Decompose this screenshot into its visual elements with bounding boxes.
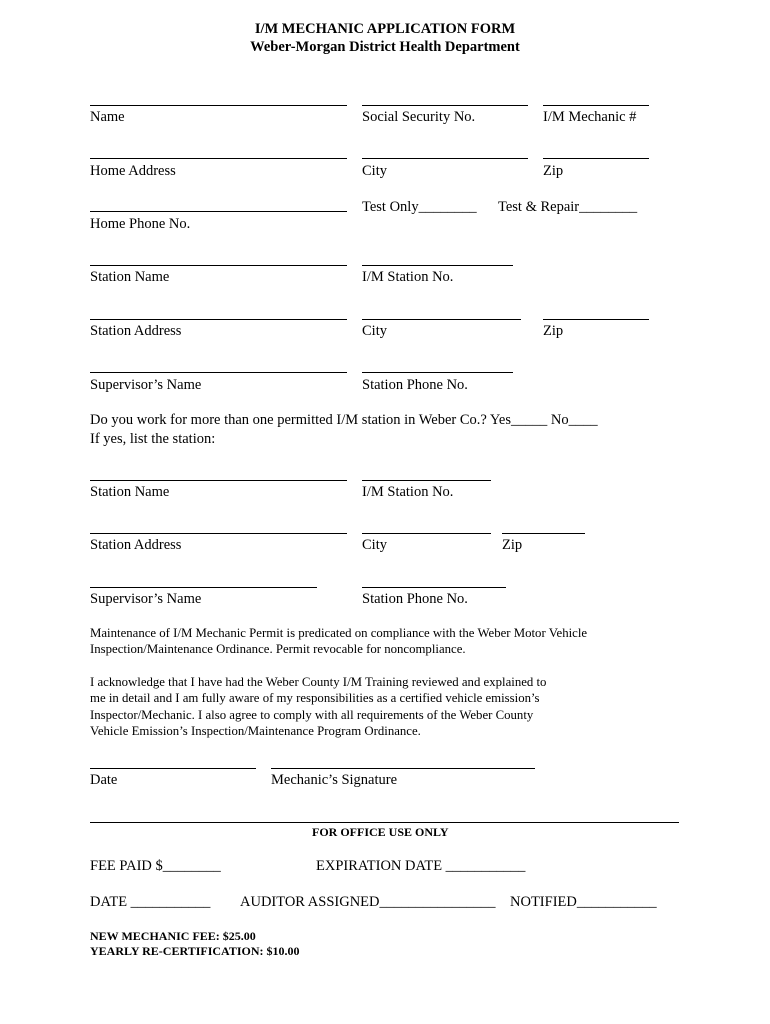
- auditor-assigned-field[interactable]: AUDITOR ASSIGNED________________: [240, 894, 496, 910]
- second-station-no-label: I/M Station No.: [362, 484, 454, 500]
- test-only-field[interactable]: Test Only________: [362, 199, 477, 215]
- station-zip-label: Zip: [543, 323, 564, 339]
- second-station-phone-label: Station Phone No.: [362, 591, 468, 607]
- station-city-label: City: [362, 323, 387, 339]
- station-address-line[interactable]: [90, 319, 347, 320]
- name-label: Name: [90, 109, 125, 125]
- mechanic-no-line[interactable]: [543, 105, 649, 106]
- second-station-address-line[interactable]: [90, 533, 347, 534]
- mechanic-no-label: I/M Mechanic #: [543, 109, 637, 125]
- station-zip-line[interactable]: [543, 319, 649, 320]
- second-station-name-label: Station Name: [90, 484, 170, 500]
- second-supervisor-line[interactable]: [90, 587, 317, 588]
- home-phone-line[interactable]: [90, 211, 347, 212]
- ssn-line[interactable]: [362, 105, 528, 106]
- station-no-label: I/M Station No.: [362, 269, 454, 285]
- station-address-label: Station Address: [90, 323, 182, 339]
- second-station-address-label: Station Address: [90, 537, 182, 553]
- maintenance-paragraph: [90, 625, 587, 658]
- home-address-line[interactable]: [90, 158, 347, 159]
- supervisor-line[interactable]: [90, 372, 347, 373]
- station-name-label: Station Name: [90, 269, 170, 285]
- station-city-line[interactable]: [362, 319, 521, 320]
- home-city-line[interactable]: [362, 158, 528, 159]
- ssn-label: Social Security No.: [362, 109, 476, 125]
- new-mechanic-fee: NEW MECHANIC FEE: $25.00: [90, 929, 256, 943]
- second-station-zip-line[interactable]: [502, 533, 585, 534]
- acknowledgement-paragraph: [90, 674, 546, 739]
- home-address-label: Home Address: [90, 163, 176, 179]
- list-station-prompt: If yes, list the station:: [90, 431, 216, 447]
- second-station-zip-label: Zip: [502, 537, 523, 553]
- fee-paid-field[interactable]: FEE PAID $________: [90, 858, 221, 874]
- expiration-date-field[interactable]: EXPIRATION DATE ___________: [316, 858, 526, 874]
- station-phone-line[interactable]: [362, 372, 513, 373]
- home-zip-line[interactable]: [543, 158, 649, 159]
- second-supervisor-label: Supervisor’s Name: [90, 591, 202, 607]
- form-title: I/M MECHANIC APPLICATION FORM: [254, 21, 516, 37]
- home-zip-label: Zip: [543, 163, 564, 179]
- home-phone-label: Home Phone No.: [90, 216, 191, 232]
- date-label: Date: [90, 772, 118, 788]
- second-station-phone-line[interactable]: [362, 587, 506, 588]
- second-station-no-line[interactable]: [362, 480, 491, 481]
- multi-station-question[interactable]: Do you work for more than one permitted I/M station in Weber Co.? Yes_____ No____: [90, 412, 598, 428]
- form-subtitle: Weber-Morgan District Health Department: [250, 39, 520, 55]
- home-city-label: City: [362, 163, 387, 179]
- notified-field[interactable]: NOTIFIED___________: [510, 894, 657, 910]
- office-use-title: FOR OFFICE USE ONLY: [312, 825, 449, 839]
- signature-line[interactable]: [271, 768, 535, 769]
- station-name-line[interactable]: [90, 265, 347, 266]
- station-phone-label: Station Phone No.: [362, 377, 468, 393]
- maintenance-line: Maintenance of I/M Mechanic Permit is predicated on compliance with the Weber Motor Vehicle: [90, 626, 588, 640]
- test-repair-field[interactable]: Test & Repair________: [498, 199, 638, 215]
- maintenance-line: Inspection/Maintenance Ordinance. Permit revocable for noncompliance.: [90, 642, 466, 657]
- date-line[interactable]: [90, 768, 256, 769]
- name-line[interactable]: [90, 105, 347, 106]
- acknowledgement-line: Inspector/Mechanic. I also agree to comply with all requirements of the Weber County: [90, 707, 534, 722]
- second-station-city-line[interactable]: [362, 533, 491, 534]
- acknowledgement-line: I acknowledge that I have had the Weber County I/M Training reviewed and explained to: [90, 675, 547, 689]
- office-date-field[interactable]: DATE ___________: [90, 894, 211, 910]
- station-no-line[interactable]: [362, 265, 513, 266]
- signature-label: Mechanic’s Signature: [271, 772, 398, 788]
- supervisor-label: Supervisor’s Name: [90, 377, 202, 393]
- acknowledgement-line: me in detail and I am fully aware of my responsibilities as a certified vehicle emission’s: [90, 691, 540, 706]
- second-station-name-line[interactable]: [90, 480, 347, 481]
- office-divider: [90, 822, 679, 823]
- yearly-recertification-fee: YEARLY RE-CERTIFICATION: $10.00: [90, 944, 300, 958]
- second-station-city-label: City: [362, 537, 387, 553]
- acknowledgement-line: Vehicle Emission’s Inspection/Maintenance Program Ordinance.: [90, 723, 421, 738]
